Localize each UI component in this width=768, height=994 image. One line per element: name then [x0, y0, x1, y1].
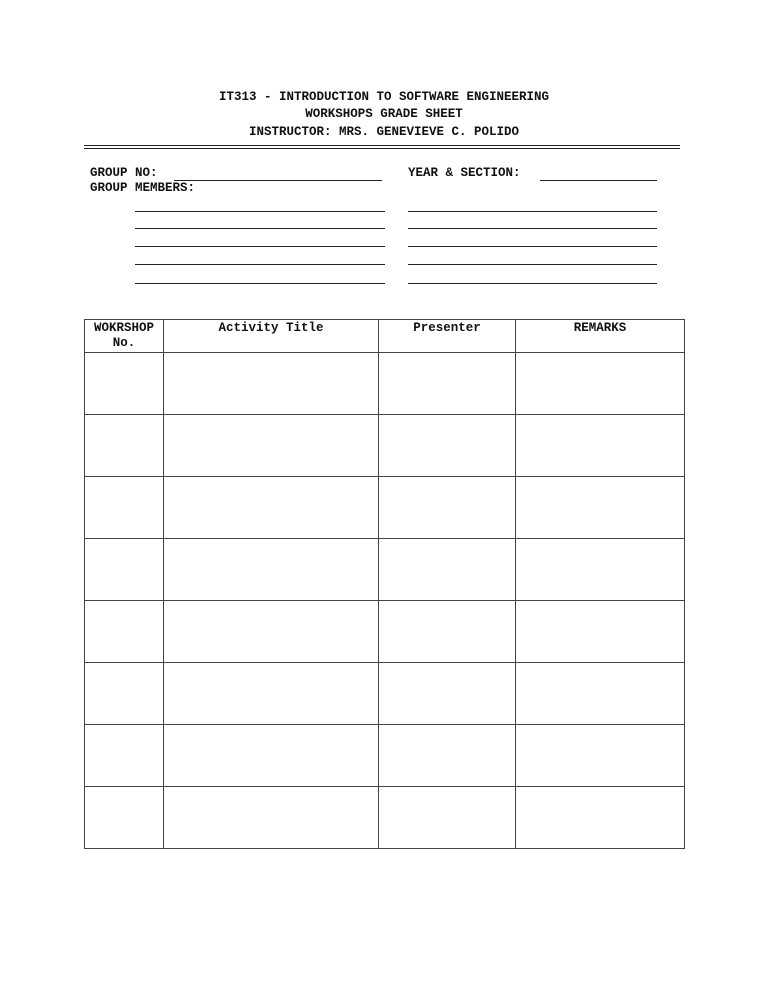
workshop-grade-table	[84, 319, 685, 849]
workshop-no-cell[interactable]	[85, 601, 164, 663]
table-row	[85, 539, 685, 601]
remarks-cell[interactable]	[516, 663, 685, 725]
activity-title-cell[interactable]	[164, 663, 379, 725]
remarks-cell[interactable]	[516, 601, 685, 663]
header-rule-bottom	[84, 148, 680, 149]
presenter-cell[interactable]	[379, 415, 516, 477]
workshop-no-cell[interactable]	[85, 787, 164, 849]
activity-title-cell[interactable]	[164, 353, 379, 415]
activity-title-cell[interactable]	[164, 477, 379, 539]
workshop-no-cell[interactable]	[85, 539, 164, 601]
workshop-no-cell[interactable]	[85, 353, 164, 415]
remarks-cell[interactable]	[516, 725, 685, 787]
member-field[interactable]	[408, 211, 657, 212]
group-no-field[interactable]	[174, 180, 382, 181]
instructor-line: INSTRUCTOR: MRS. GENEVIEVE C. POLIDO	[248, 125, 520, 139]
presenter-cell[interactable]	[379, 787, 516, 849]
member-field[interactable]	[408, 228, 657, 229]
presenter-cell[interactable]	[379, 663, 516, 725]
col-remarks: REMARKS	[516, 320, 685, 353]
activity-title-cell[interactable]	[164, 415, 379, 477]
table-row	[85, 477, 685, 539]
table-row	[85, 663, 685, 725]
table-row	[85, 787, 685, 849]
presenter-cell[interactable]	[379, 477, 516, 539]
remarks-cell[interactable]	[516, 539, 685, 601]
remarks-cell[interactable]	[516, 415, 685, 477]
col-presenter: Presenter	[379, 320, 516, 353]
presenter-cell[interactable]	[379, 725, 516, 787]
remarks-cell[interactable]	[516, 353, 685, 415]
course-title: IT313 - INTRODUCTION TO SOFTWARE ENGINEERING	[218, 90, 550, 104]
table-row	[85, 725, 685, 787]
col-workshop-no: WOKRSHOP No.	[85, 320, 164, 353]
group-members-label: GROUP MEMBERS:	[90, 181, 196, 195]
year-section-label: YEAR & SECTION:	[408, 166, 521, 180]
table-row	[85, 601, 685, 663]
member-field[interactable]	[408, 283, 657, 284]
member-field[interactable]	[135, 228, 385, 229]
group-no-label: GROUP NO:	[90, 166, 158, 180]
year-section-field[interactable]	[540, 180, 657, 181]
member-field[interactable]	[135, 211, 385, 212]
table-row	[85, 353, 685, 415]
table-header-row	[85, 320, 685, 353]
presenter-cell[interactable]	[379, 539, 516, 601]
col-activity-title: Activity Title	[164, 320, 379, 353]
member-field[interactable]	[135, 283, 385, 284]
activity-title-cell[interactable]	[164, 601, 379, 663]
activity-title-cell[interactable]	[164, 787, 379, 849]
workshop-no-cell[interactable]	[85, 725, 164, 787]
sheet-title: WORKSHOPS GRADE SHEET	[305, 107, 463, 121]
workshop-no-cell[interactable]	[85, 663, 164, 725]
member-field[interactable]	[408, 246, 657, 247]
member-field[interactable]	[135, 264, 385, 265]
header-rule-top	[84, 145, 680, 146]
activity-title-cell[interactable]	[164, 725, 379, 787]
member-field[interactable]	[135, 246, 385, 247]
presenter-cell[interactable]	[379, 353, 516, 415]
workshop-no-cell[interactable]	[85, 415, 164, 477]
remarks-cell[interactable]	[516, 477, 685, 539]
activity-title-cell[interactable]	[164, 539, 379, 601]
workshop-no-cell[interactable]	[85, 477, 164, 539]
table-row	[85, 415, 685, 477]
presenter-cell[interactable]	[379, 601, 516, 663]
remarks-cell[interactable]	[516, 787, 685, 849]
member-field[interactable]	[408, 264, 657, 265]
